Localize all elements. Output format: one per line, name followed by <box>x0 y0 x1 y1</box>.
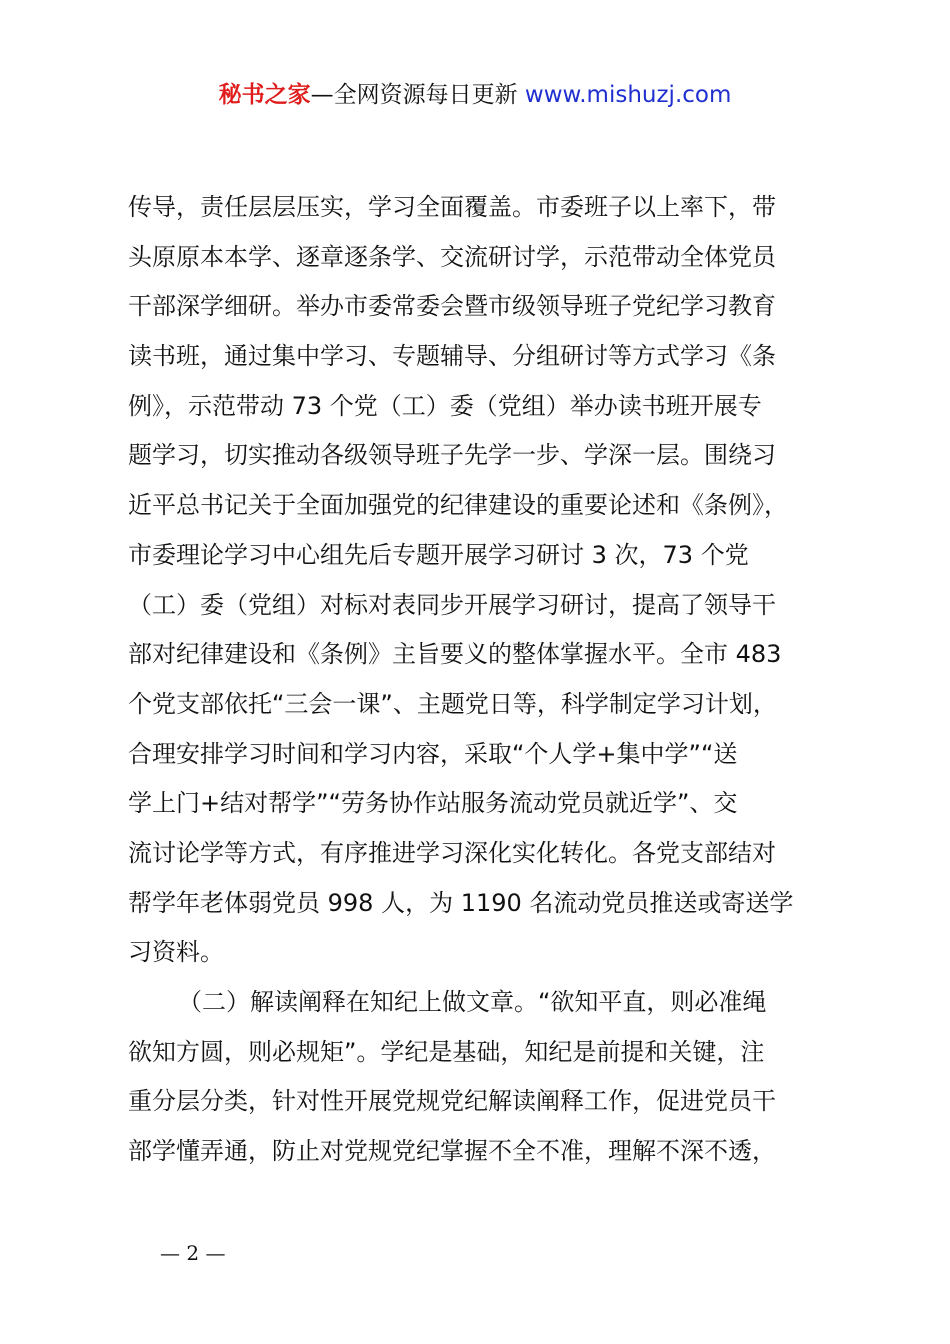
body-line: 头原原本本学、逐章逐条学、交流研讨学，示范带动全体党员 <box>128 242 776 271</box>
site-header <box>0 78 950 112</box>
site-url-link[interactable]: www.mishuzj.com <box>517 82 732 108</box>
page-number: — 2 — <box>160 1241 226 1265</box>
body-line: 合理安排学习时间和学习内容，采取“个人学+集中学”“送 <box>128 739 738 768</box>
brand-name: 秘书之家 <box>218 82 311 108</box>
body-line: 欲知方圆，则必规矩”。学纪是基础，知纪是前提和关键，注 <box>128 1037 765 1066</box>
section-heading-line: （二）解读阐释在知纪上做文章。“欲知平直，则必准绳 <box>178 988 767 1016</box>
header-tagline: —全网资源每日更新 <box>310 82 518 108</box>
body-line: 个党支部依托“三会一课”、主题党日等，科学制定学习计划， <box>128 689 777 718</box>
body-line: 习资料。 <box>128 938 224 967</box>
body-line: 干部深学细研。举办市委常委会暨市级领导班子党纪学习教育 <box>128 292 776 321</box>
body-line: 市委理论学习中心组先后专题开展学习研讨 3 次，73 个党 <box>128 540 749 569</box>
body-line: 流讨论学等方式，有序推进学习深化实化转化。各党支部结对 <box>128 838 776 867</box>
body-line: 部对纪律建设和《条例》主旨要义的整体掌握水平。全市 483 <box>128 640 782 669</box>
body-line: 例》，示范带动 73 个党（工）委（党组）举办读书班开展专 <box>128 391 762 420</box>
body-line: 传导，责任层层压实，学习全面覆盖。市委班子以上率下，带 <box>128 193 776 221</box>
body-line: 读书班，通过集中学习、专题辅导、分组研讨等方式学习《条 <box>128 342 776 371</box>
body-line: 部学懂弄通，防止对党规党纪掌握不全不准，理解不深不透， <box>128 1137 776 1166</box>
body-line: 学上门+结对帮学”“劳务协作站服务流动党员就近学”、交 <box>128 789 738 818</box>
body-line: （工）委（党组）对标对表同步开展学习研讨，提高了领导干 <box>128 590 776 619</box>
document-body <box>128 183 828 1177</box>
body-line: 题学习，切实推动各级领导班子先学一步、学深一层。围绕习 <box>128 441 776 470</box>
body-line: 重分层分类，针对性开展党规党纪解读阐释工作，促进党员干 <box>128 1087 776 1116</box>
body-line: 帮学年老体弱党员 998 人，为 1190 名流动党员推送或寄送学 <box>128 888 794 917</box>
body-line: 近平总书记关于全面加强党的纪律建设的重要论述和《条例》， <box>128 491 788 520</box>
